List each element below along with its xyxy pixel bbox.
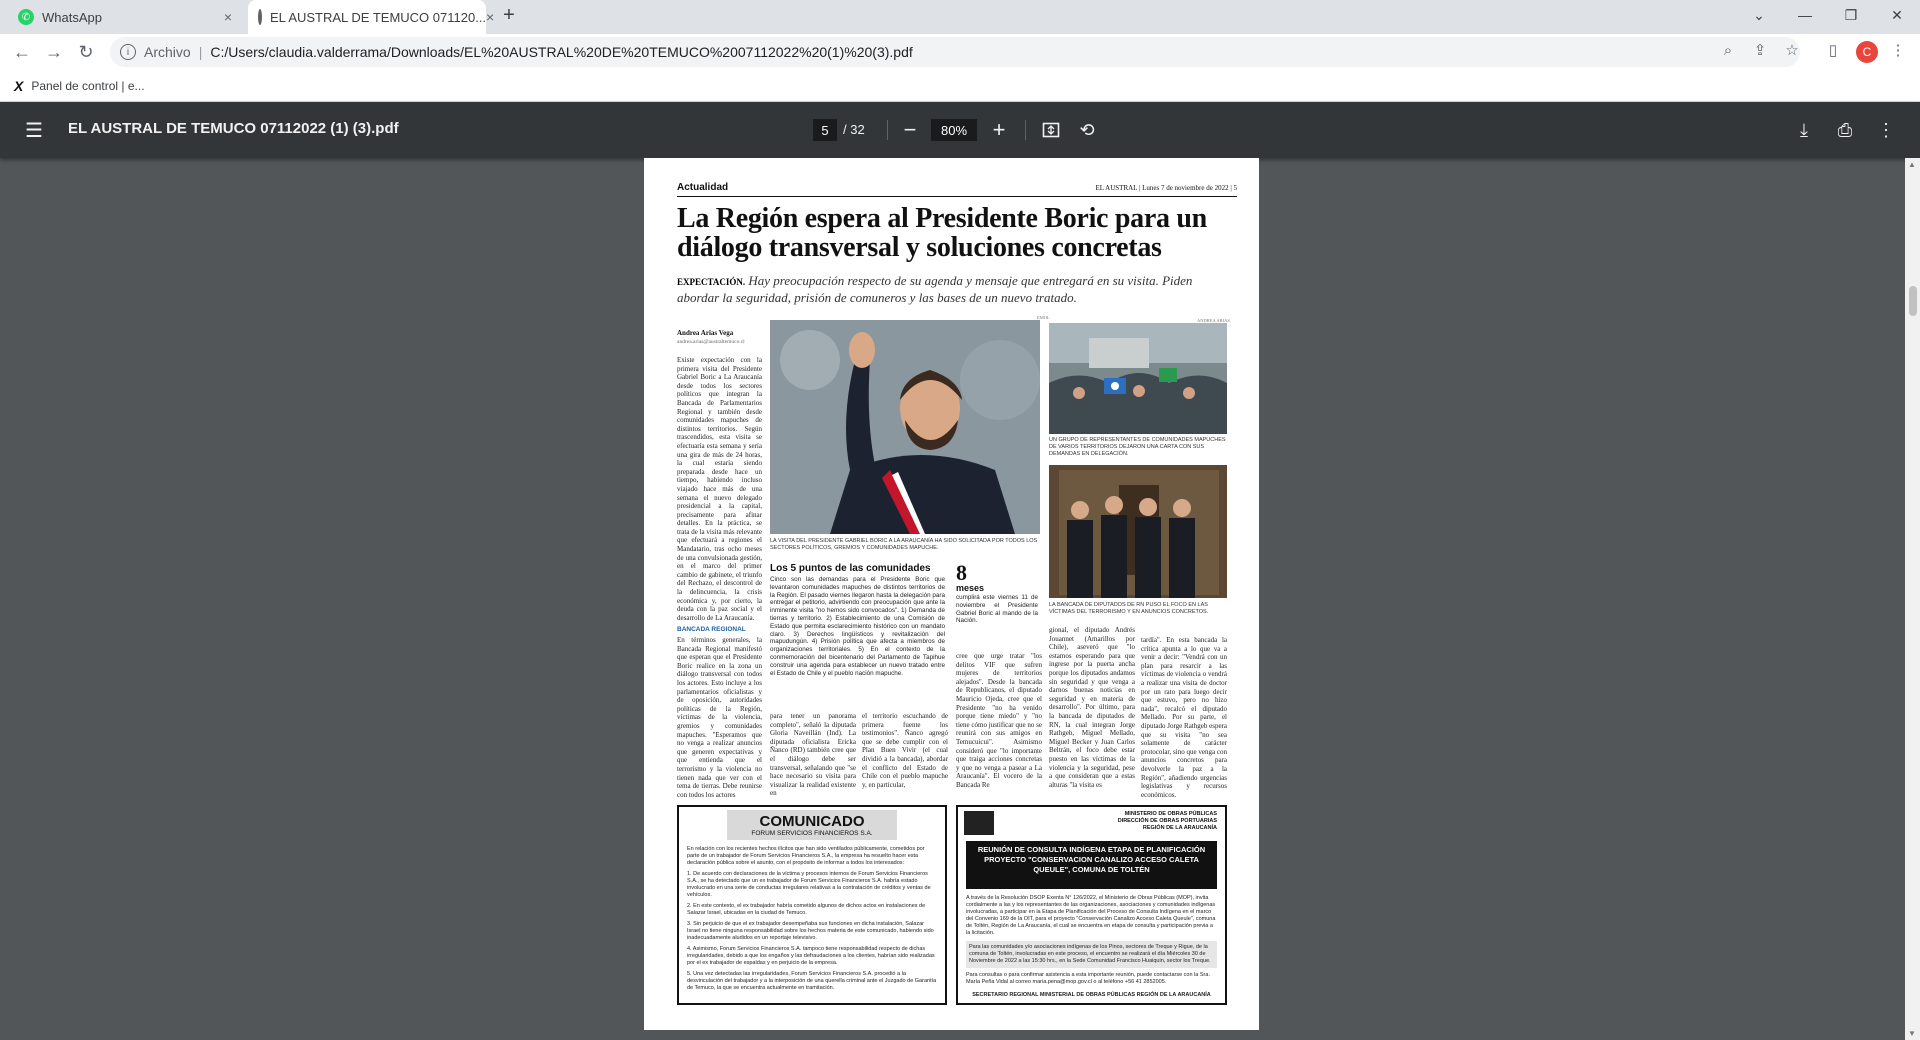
tab-title: EL AUSTRAL DE TEMUCO 071120...	[270, 9, 487, 25]
dek	[677, 273, 1237, 305]
byline: Andrea Arias Vega	[677, 329, 734, 337]
more-options-icon[interactable]: ⋮	[1877, 119, 1895, 140]
whatsapp-icon: ✆	[18, 9, 34, 25]
fit-page-icon[interactable]	[1037, 116, 1065, 144]
divider	[887, 120, 888, 140]
ad-body: A través de la Resolución DSOP Exenta N° 126/2022, el Ministerio de Obras Públicas (MOP), invita cordialmente a las y los representantes de las organizaciones, asociaciones y comunidades indígenas involucradas, a participar en la Etapa de Planificación del Proceso de Consulta Indígena en el marco del Convenio 169 de la OIT, para el proyecto "Conservación Canalizo Acceso Caleta Queule", comuna de Toltén, Región de La Araucanía, el cual se encuentra en etapa de consulta y participación previa a la licitación.	[966, 895, 1216, 936]
new-tab-button[interactable]: +	[503, 3, 515, 26]
gobierno-logo-icon	[964, 811, 994, 835]
divider	[1025, 120, 1026, 140]
url-text[interactable]: C:/Users/claudia.valderrama/Downloads/EL%20AUSTRAL%20DE%20TEMUCO%2007112022%20(1)%20(3).pdf	[210, 44, 913, 60]
print-icon[interactable]: ⎙	[1837, 119, 1853, 140]
globe-icon	[258, 9, 262, 25]
rotate-icon[interactable]: ⟲	[1079, 119, 1095, 140]
ad-mop	[956, 805, 1227, 1005]
dek-text: Hay preocupación respecto de su agenda y mensaje que entregará en su visita. Piden abordar la seguridad, prisión de comuneros y las bases de un nuevo tratado.	[677, 273, 1193, 305]
avatar[interactable]: C	[1856, 41, 1878, 63]
address-bar[interactable]	[110, 37, 1800, 67]
pdf-title: EL AUSTRAL DE TEMUCO 07112022 (1) (3).pdf	[68, 120, 399, 137]
bookmark-favicon-icon: X	[14, 77, 24, 94]
box-title: Los 5 puntos de las comunidades	[770, 563, 931, 574]
stat-label: meses	[956, 583, 985, 593]
ad-intro: En relación con los recientes hechos ilícitos que han sido ventilados públicamente, cometidos por parte de un trabajador de Forum Servicios Financieros S.A., la empresa ha resuelto hacer esta declaración pública sobre el asunto, con el propósito de informar a todos los interesados:	[687, 846, 925, 866]
side-panel-icon[interactable]: ▯	[1828, 42, 1838, 59]
tab-whatsapp[interactable]	[8, 0, 246, 34]
close-icon[interactable]: ×	[223, 9, 233, 25]
scheme-label: Archivo	[144, 44, 191, 60]
hamburger-menu-icon[interactable]: ☰	[25, 119, 43, 142]
photo-credit: EMOL	[1037, 315, 1050, 320]
photo3-caption: LA BANCADA DE DIPUTADOS DE RN PUSO EL FOCO EN LAS VÍCTIMAS DEL TERRORISMO Y EN ANUNCIOS CONCRETOS.	[1049, 602, 1209, 615]
share-icon[interactable]: ⇪	[1753, 42, 1767, 59]
photo-caption: LA VISITA DEL PRESIDENTE GABRIEL BORIC A LA ARAUCANÍA HA SIDO SOLICITADA POR TODOS LOS SECTORES POLÍTICOS, GREMIOS Y COMUNIDADES MAPUCHE.	[770, 538, 1038, 551]
page-total: / 32	[843, 122, 865, 137]
column-6: tardía". En esta bancada la crítica apunta a lo que va a venir a decir: "Vendrá con un plan para resarcir a las víctimas de violencia o vendrá a realizar una visita de doctor por un rato para luego decir que estuvo, pero no hizo nada", recalcó el diputado Mellado. Por su parte, el diputado Jorge Rathgeb espera que su visita "no sea solamente de carácter protocolar, sino que venga con anuncios concretos para devolverle la paz a la Región", añadiendo urgencias legislativas y recursos económicos.	[1141, 636, 1227, 799]
reload-button[interactable]: ↻	[78, 41, 94, 62]
subhead-bancada: BANCADA REGIONAL	[677, 626, 746, 633]
stat-text: cumplirá este viernes 11 de noviembre el Presidente Gabriel Boric al mando de la Nación.	[956, 594, 1038, 625]
zoom-out-button[interactable]: −	[903, 117, 917, 142]
minimize-button[interactable]: —	[1798, 7, 1812, 23]
ad-point: 2. En este contexto, el ex trabajador habría cometido algunos de dichos actos en instalaciones de Salazar Israel, ubicadas en la ciudad de Temuco.	[687, 903, 926, 916]
column-1: Existe expectación con la primera visita del Presidente Gabriel Boric a La Araucanía desde todos los sectores políticos que integran la Bancada de Parlamentarios Regional y también desde comunidades mapuches de distintos territorios. Según trascendidos, esta visita se efectuaría esta semana y sería una gira de más de 24 horas, la cual estaría siendo preparada desde hace un tiempo, habiendo incluso viajado hace más de una semana el nuevo delegado presidencial a la capital, precisamente para afinar detalles. En la práctica, se trata de la visita más relevante que efectuará a regiones el Mandatario, tras ocho meses de una convulsionada gestión, en el marco del primer cambio de gabinete, el triunfo del Rechazo, el descontrol de la delincuencia, la crisis económica y, por cierto, la deuda con la paz social y el desarrollo de La Araucanía.	[677, 356, 762, 622]
forward-button[interactable]: →	[45, 41, 63, 62]
ad-point: 3. Sin perjuicio de que el ex trabajador desempeñaba sus funciones en dicha instalación, Salazar Israel no tiene ninguna responsabilidad sobre los hechos materia de este comunicado, habiendo sido inadecuadamente aludidos en un reportaje televisivo.	[687, 921, 934, 941]
tab-strip	[0, 0, 1920, 34]
download-icon[interactable]: ⤓	[1800, 119, 1808, 140]
stat-number: 8	[956, 560, 967, 585]
pdf-toolbar	[0, 102, 1920, 158]
section-label: Actualidad	[677, 182, 729, 193]
column-5: gional, el diputado Andrés Jouannet (Amarillos por Chile), aseveró que "lo estamos esperando para que ingrese por la puerta ancha porque los diputados andamos sin seguridad y que venga a darnos buenas noticias en seguridad y en materia de desarrollo". Por último, para la bancada de diputados de RN, la cual integran Jorge Rathgeb, Miguel Mellado, Miguel Becker y Juan Carlos Beltrán, el foco debe estar puesto en las víctimas de la violencia y la seguridad, pese a que consideran que a estas alturas "la visita es	[1049, 626, 1135, 789]
bookmark-star-icon[interactable]: ☆	[1785, 42, 1799, 59]
photo-bancada-rn	[1049, 465, 1227, 598]
close-window-button[interactable]: ✕	[1891, 6, 1903, 23]
zoom-icon[interactable]: ⌕	[1723, 41, 1733, 59]
bookmarks-bar	[0, 70, 1920, 102]
menu-icon[interactable]: ⋮	[1890, 42, 1906, 59]
masthead: EL AUSTRAL | Lunes 7 de noviembre de 2022 | 5	[1095, 184, 1237, 192]
tab-pdf[interactable]	[248, 0, 495, 34]
photo-credit: ANDREA ARIAS	[1197, 318, 1230, 323]
restore-button[interactable]: ❐	[1844, 6, 1858, 23]
bookmark-item[interactable]: Panel de control | e...	[31, 78, 145, 93]
zoom-in-button[interactable]: +	[992, 117, 1006, 142]
tab-title: WhatsApp	[42, 9, 102, 25]
ad-comunicado	[677, 805, 947, 1005]
scrollbar[interactable]: ▲ ▼	[1905, 158, 1920, 1040]
tab-search-icon[interactable]: ⌄	[1753, 6, 1765, 23]
ad-subtitle: FORUM SERVICIOS FINANCIEROS S.A.	[751, 830, 873, 837]
column-3: el territorio escuchando de primera fuente los testimonios". Ñanco agregó que se debe cumplir con el Plan Buen Vivir (el cual dividió a la bancada), abordar el conflicto del Estado de Chile con el pueblo mapuche y, en particular,	[862, 712, 948, 789]
column-1b: En términos generales, la Bancada Regional manifestó que esperan que el Presidente Boric realice en la zona un diálogo transversal con todos los actores. Esto incluye a los parlamentarios oficialistas y de oposición, autoridades políticas de la Región, víctimas de la violencia, gremios y comunidades mapuches. "Esperamos que no venga a realizar anuncios que generen expectativas y que entienda que el terrorismo y la violencia no tienen nada que ver con el tema de tierras. Debe reunirse con todos los actores	[677, 636, 762, 799]
pdf-page	[644, 158, 1259, 1030]
back-button[interactable]: ←	[13, 41, 31, 62]
zoom-input[interactable]: 80%	[931, 119, 977, 141]
dek-label: EXPECTACIÓN.	[677, 277, 746, 287]
photo2-caption: UN GRUPO DE REPRESENTANTES DE COMUNIDADES MAPUCHES DE VARIOS TERRITORIOS DEJARON UNA CARTA CON SUS DEMANDAS EN DELEGACIÓN.	[1049, 437, 1226, 457]
ad-banner: REUNIÓN DE CONSULTA INDÍGENA ETAPA DE PLANIFICACIÓN PROYECTO "CONSERVACION CANALIZO ACCESO CALETA QUEULE", COMUNA DE TOLTÉN	[966, 841, 1217, 889]
scrollbar-thumb[interactable]	[1909, 286, 1917, 316]
divider	[677, 196, 1237, 197]
ad-point: 4. Asimismo, Forum Servicios Financieros S.A. tampoco tiene responsabilidad respecto de dichas irregularidades, debido a que los engaños y las defraudaciones a los clientes, habrían sido realizadas por el ex trabajador de espaldas y en perjuicio de la empresa.	[687, 946, 935, 966]
ad-point: 5. Una vez detectadas las irregularidades, Forum Servicios Financieros S.A. procedió a la desvinculación del trabajador y a la interposición de una querella criminal ante el Juzgado de Garantía de Temuco, la que se encuentra actualmente en tramitación.	[687, 971, 937, 991]
close-icon[interactable]: ×	[486, 9, 495, 25]
browser-toolbar	[0, 34, 1920, 70]
ad-direction: DIRECCIÓN DE OBRAS PORTUARIAS	[1117, 818, 1217, 824]
photo-president	[770, 320, 1040, 534]
info-icon[interactable]: i	[120, 44, 136, 60]
byline-email: andrea.arias@australtemuco.cl	[677, 339, 745, 345]
page-number-input[interactable]: 5	[813, 119, 837, 141]
ad-footer: SECRETARIO REGIONAL MINISTERIAL DE OBRAS PÚBLICAS REGIÓN DE LA ARAUCANÍA	[972, 992, 1211, 998]
divider: |	[198, 44, 203, 60]
photo-comunidades	[1049, 323, 1227, 434]
ad-ministry: MINISTERIO DE OBRAS PÚBLICAS	[1124, 811, 1217, 817]
ad-region: REGIÓN DE LA ARAUCANÍA	[1142, 825, 1217, 831]
column-4: cree que urge tratar "los delitos VIF que sufren mujeres de territorios alejados". Desde la bancada de Republicanos, el diputado Mauricio Ojeda, cree que el Presidente "no ha venido porque tiene miedo" y "no tiene cómo justificar que no se reunirá con sus amigos en Temucuicui". Asimismo consideró que "lo importante que traiga acciones concretas y que no venga a pasear a La Araucanía". El vocero de la Bancada Re	[956, 652, 1042, 789]
ad-title: COMUNICADO	[759, 813, 865, 830]
ad-point: 1. De acuerdo con declaraciones de la víctima y procesos internos de Forum Servicios Financieros S.A., se ha detectado que un ex trabajador de Forum Servicios Financieros S.A. habría estado involucrado en una serie de conductas irregulares relativas a la contratación de créditos y ventas de vehículos.	[687, 871, 931, 898]
column-2: para tener un panorama completo", señaló la diputada Gloria Naveillán (Ind). La diputada oficialista Ericka Ñanco (RD) también cree que el diálogo debe ser transversal, señalando que "se hace necesario su visita para visualizar la realidad existente en	[770, 712, 856, 798]
ad-box: Para las comunidades y/o asociaciones indígenas de los Pinos, sectores de Treque y Rigue, de la comuna de Toltén, involucradas en este proceso, el encuentro se realizará el día Miércoles 30 de Noviembre de 2022 a las 15:30 hrs., en la Sede Comunidad Francisco Huaiquin, sector los Treque.	[966, 941, 1217, 968]
headline: La Región espera al Presidente Boric para un diálogo transversal y soluciones concretas	[677, 203, 1207, 263]
ad-contact: Para consultas o para confirmar asistencia a esta importante reunión, puede contactarse con la Sra. María Peña Vidal al correo maria.pena@mop.gov.cl o al teléfono +56 41 2852005.	[966, 972, 1210, 985]
box-text: Cinco son las demandas para el Presidente Boric que levantaron comunidades mapuches de distintos territorios de la Región. El pasado viernes llegaron hasta la delegación para entregar el petitorio, advirtiendo con preocupación que ante la inminente visita "no hemos sido convocados". 1) Demanda de tierras y territorio. 2) Establecimiento de una Comisión de Estado que permita esclarecimiento histórico con un mandato claro. 3) Derechos lingüísticos y revitalización del mapudungún. 4) Prisión política que afecta a miembros de organizaciones territoriales. 5) En el contexto de la conmemoración del bicentenario del Parlamento de Tapihue construir una agenda para establecer un nuevo tratado entre el Estado de Chile y el pueblo nación mapuche.	[770, 576, 945, 677]
